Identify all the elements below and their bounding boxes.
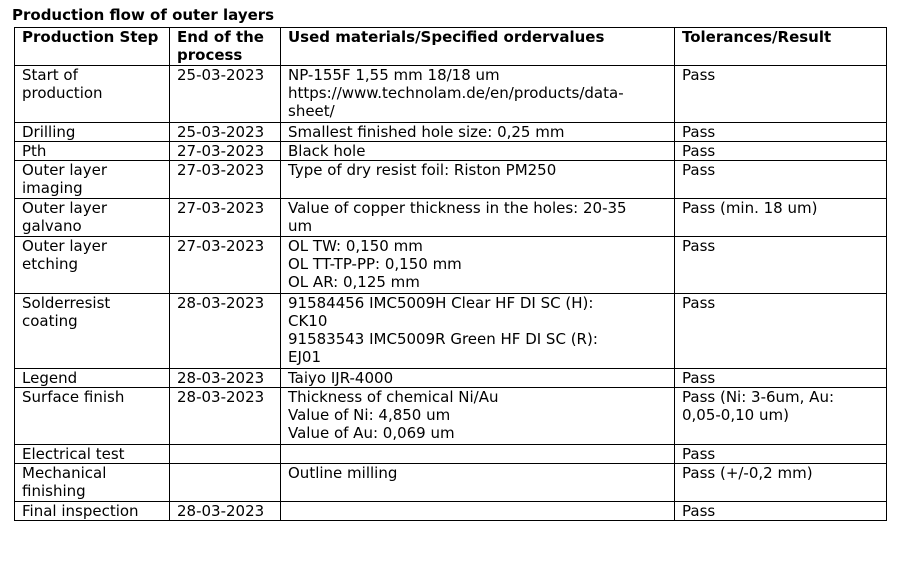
cell-end-date: 27-03-2023 (170, 237, 281, 294)
cell-production-step-line: finishing (22, 482, 86, 500)
cell-production-step (15, 445, 170, 464)
cell-materials (281, 502, 675, 521)
cell-end-date: 25-03-2023 (170, 66, 281, 123)
cell-result (675, 142, 887, 161)
cell-materials-line: Value of Ni: 4,850 um (288, 406, 451, 424)
cell-result (675, 199, 887, 237)
table-row (15, 502, 887, 521)
cell-production-step-line: Surface finish (22, 388, 125, 406)
cell-materials (281, 123, 675, 142)
cell-production-step-line: coating (22, 312, 78, 330)
cell-result (675, 66, 887, 123)
cell-production-step (15, 369, 170, 388)
table-row (15, 464, 887, 502)
cell-materials (281, 161, 675, 199)
cell-result (675, 123, 887, 142)
cell-end-date: 28-03-2023 (170, 369, 281, 388)
cell-materials (281, 294, 675, 369)
table-row (15, 161, 887, 199)
table-row (15, 237, 887, 294)
header-production-step: Production Step (15, 28, 170, 66)
table-row (15, 199, 887, 237)
cell-result (675, 237, 887, 294)
cell-production-step (15, 464, 170, 502)
cell-result (675, 445, 887, 464)
cell-production-step-line: Mechanical (22, 464, 107, 482)
cell-production-step (15, 294, 170, 369)
cell-materials-line: sheet/ (288, 102, 335, 120)
cell-materials-line: Value of Au: 0,069 um (288, 424, 455, 442)
cell-production-step-line: Solderresist (22, 294, 111, 312)
cell-end-date: 25-03-2023 (170, 123, 281, 142)
cell-materials (281, 66, 675, 123)
cell-production-step (15, 142, 170, 161)
cell-production-step-line: Final inspection (22, 502, 139, 520)
header-tolerances-result: Tolerances/Result (675, 28, 887, 66)
cell-production-step (15, 388, 170, 445)
cell-result (675, 369, 887, 388)
cell-materials-line: um (288, 217, 313, 235)
cell-result-line: Pass (Ni: 3-6um, Au: (682, 388, 834, 406)
cell-production-step-line: Electrical test (22, 445, 125, 463)
cell-production-step (15, 66, 170, 123)
cell-end-date: 28-03-2023 (170, 502, 281, 521)
cell-materials-line: Value of copper thickness in the holes: 20-35 (288, 199, 627, 217)
cell-production-step-line: Drilling (22, 123, 76, 141)
cell-materials (281, 369, 675, 388)
cell-result-line: Pass (682, 445, 716, 463)
cell-production-step-line: Pth (22, 142, 47, 160)
cell-end-date: 28-03-2023 (170, 388, 281, 445)
cell-result (675, 464, 887, 502)
cell-end-date (170, 464, 281, 502)
cell-materials-line: EJ01 (288, 348, 321, 366)
cell-result (675, 388, 887, 445)
cell-materials-line: 91584456 IMC5009H Clear HF DI SC (H): (288, 294, 594, 312)
cell-production-step (15, 123, 170, 142)
cell-materials-line: https://www.technolam.de/en/products/data- (288, 84, 624, 102)
cell-production-step (15, 502, 170, 521)
cell-result-line: Pass (+/-0,2 mm) (682, 464, 813, 482)
cell-end-date (170, 445, 281, 464)
cell-materials (281, 237, 675, 294)
header-end-line: process (177, 46, 243, 64)
cell-materials-line: Type of dry resist foil: Riston PM250 (288, 161, 557, 179)
cell-materials (281, 388, 675, 445)
cell-materials (281, 445, 675, 464)
cell-materials-line: Outline milling (288, 464, 398, 482)
cell-materials-line: Thickness of chemical Ni/Au (288, 388, 499, 406)
table-body (15, 66, 887, 521)
cell-result-line: Pass (682, 502, 716, 520)
document-title: Production flow of outer layers (12, 6, 275, 24)
cell-production-step-line: etching (22, 255, 79, 273)
cell-production-step-line: Outer layer (22, 161, 107, 179)
cell-result-line: Pass (682, 161, 716, 179)
cell-result-line: Pass (682, 369, 716, 387)
cell-materials-line: OL TT-TP-PP: 0,150 mm (288, 255, 462, 273)
header-end-of-process (170, 28, 281, 66)
cell-materials (281, 142, 675, 161)
cell-result-line: Pass (682, 237, 716, 255)
cell-materials-line: Taiyo IJR-4000 (288, 369, 394, 387)
cell-materials (281, 199, 675, 237)
table-row (15, 294, 887, 369)
cell-production-step-line: Legend (22, 369, 78, 387)
cell-production-step-line: imaging (22, 179, 83, 197)
cell-production-step (15, 161, 170, 199)
cell-materials-line: CK10 (288, 312, 328, 330)
cell-end-date: 27-03-2023 (170, 161, 281, 199)
table-row (15, 369, 887, 388)
cell-result-line: Pass (682, 123, 716, 141)
table-row (15, 388, 887, 445)
table-row (15, 445, 887, 464)
cell-result-line: Pass (min. 18 um) (682, 199, 818, 217)
cell-production-step (15, 199, 170, 237)
header-used-materials: Used materials/Specified ordervalues (281, 28, 675, 66)
table-row (15, 142, 887, 161)
cell-production-step-line: production (22, 84, 103, 102)
cell-materials-line: Black hole (288, 142, 366, 160)
production-flow-table (14, 27, 887, 521)
cell-materials (281, 464, 675, 502)
cell-result (675, 502, 887, 521)
cell-end-date: 28-03-2023 (170, 294, 281, 369)
cell-materials-line: 91583543 IMC5009R Green HF DI SC (R): (288, 330, 598, 348)
table-header-row (15, 28, 887, 66)
cell-production-step-line: Outer layer (22, 199, 107, 217)
table-row (15, 123, 887, 142)
cell-result-line: 0,05-0,10 um) (682, 406, 789, 424)
cell-production-step-line: Outer layer (22, 237, 107, 255)
header-end-line: End of the (177, 28, 264, 46)
cell-materials-line: OL TW: 0,150 mm (288, 237, 423, 255)
cell-production-step (15, 237, 170, 294)
cell-result (675, 161, 887, 199)
cell-materials-line: Smallest finished hole size: 0,25 mm (288, 123, 565, 141)
cell-production-step-line: galvano (22, 217, 82, 235)
cell-result-line: Pass (682, 66, 716, 84)
table-row (15, 66, 887, 123)
cell-result-line: Pass (682, 294, 716, 312)
cell-result-line: Pass (682, 142, 716, 160)
cell-end-date: 27-03-2023 (170, 199, 281, 237)
cell-materials-line: NP-155F 1,55 mm 18/18 um (288, 66, 500, 84)
cell-result (675, 294, 887, 369)
cell-end-date: 27-03-2023 (170, 142, 281, 161)
cell-materials-line: OL AR: 0,125 mm (288, 273, 420, 291)
cell-production-step-line: Start of (22, 66, 78, 84)
